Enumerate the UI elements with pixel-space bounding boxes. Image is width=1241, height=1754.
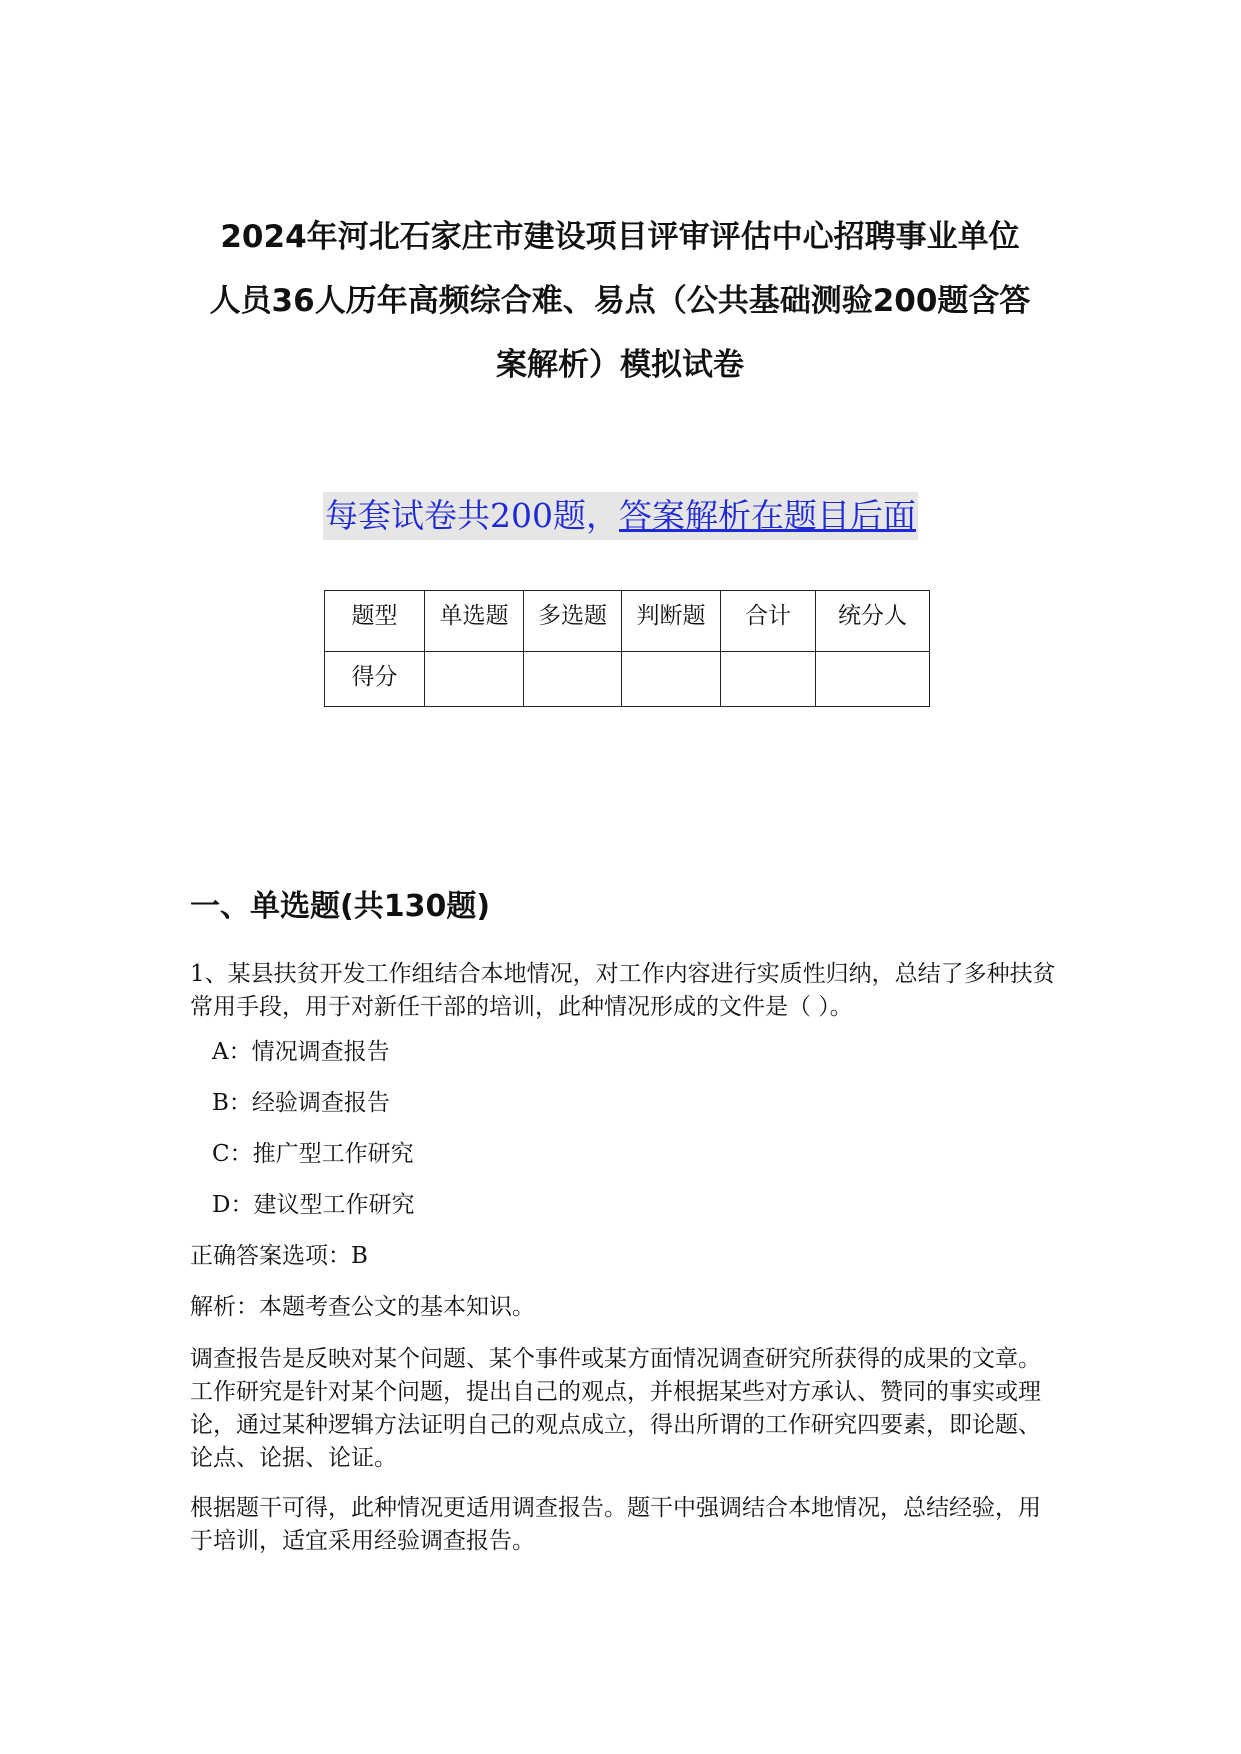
analysis-paragraph-2: 根据题干可得，此种情况更适用调查报告。题干中强调结合本地情况，总结经验，用于培训，适宜采用经验调查报告。 [190,1495,1041,1554]
title-line-1: 2024年河北石家庄市建设项目评审评估中心招聘事业单位 [220,219,1020,255]
option-d[interactable]: D：建议型工作研究 [212,1192,415,1218]
answer-location-link[interactable]: 答案解析在题目后面 [619,496,916,535]
score-table-header-row [325,591,930,652]
question-text: 1、某县扶贫开发工作组结合本地情况，对工作内容进行实质性归纳，总结了多种扶贫常用手段，用于对新任干部的培训，此种情况形成的文件是（ ）。 [190,961,1056,1020]
option-c[interactable]: C：推广型工作研究 [212,1141,414,1167]
score-cell-single[interactable] [425,652,524,707]
analysis-intro: 解析：本题考查公文的基本知识。 [190,1294,535,1320]
section-heading: 一、单选题(共130题) [190,889,491,924]
score-cell-judgement[interactable] [622,652,721,707]
header-cell-scorer: 统分人 [816,591,930,652]
header-cell-multiple: 多选题 [524,591,622,652]
document-title [170,205,1070,397]
score-cell-scorer[interactable] [816,652,930,707]
score-table-score-row [325,652,930,707]
score-cell-multiple[interactable] [524,652,622,707]
score-table [324,590,930,707]
header-cell-type: 题型 [325,591,425,652]
title-line-3: 案解析）模拟试卷 [496,347,744,383]
title-line-2: 人员36人历年高频综合难、易点（公共基础测验200题含答 [209,283,1031,319]
analysis-paragraph-1: 调查报告是反映对某个问题、某个事件或某方面情况调查研究所获得的成果的文章。工作研究是针对某个问题，提出自己的观点，并根据某些对方承认、赞同的事实或理论，通过某种逻辑方法证明自己的观点成立，得出所谓的工作研究四要素，即论题、论点、论据、论证。 [190,1346,1041,1471]
notice-text: 每套试卷共200题， [325,496,619,535]
correct-answer: 正确答案选项：B [190,1243,368,1269]
score-cell-total[interactable] [721,652,816,707]
header-cell-judgement: 判断题 [622,591,721,652]
notice-highlight [323,492,918,540]
header-cell-total: 合计 [721,591,816,652]
header-cell-single: 单选题 [425,591,524,652]
score-row-label: 得分 [325,652,425,707]
option-a[interactable]: A：情况调查报告 [212,1039,390,1065]
notice-banner [0,492,1241,540]
option-b[interactable]: B：经验调查报告 [212,1090,390,1116]
